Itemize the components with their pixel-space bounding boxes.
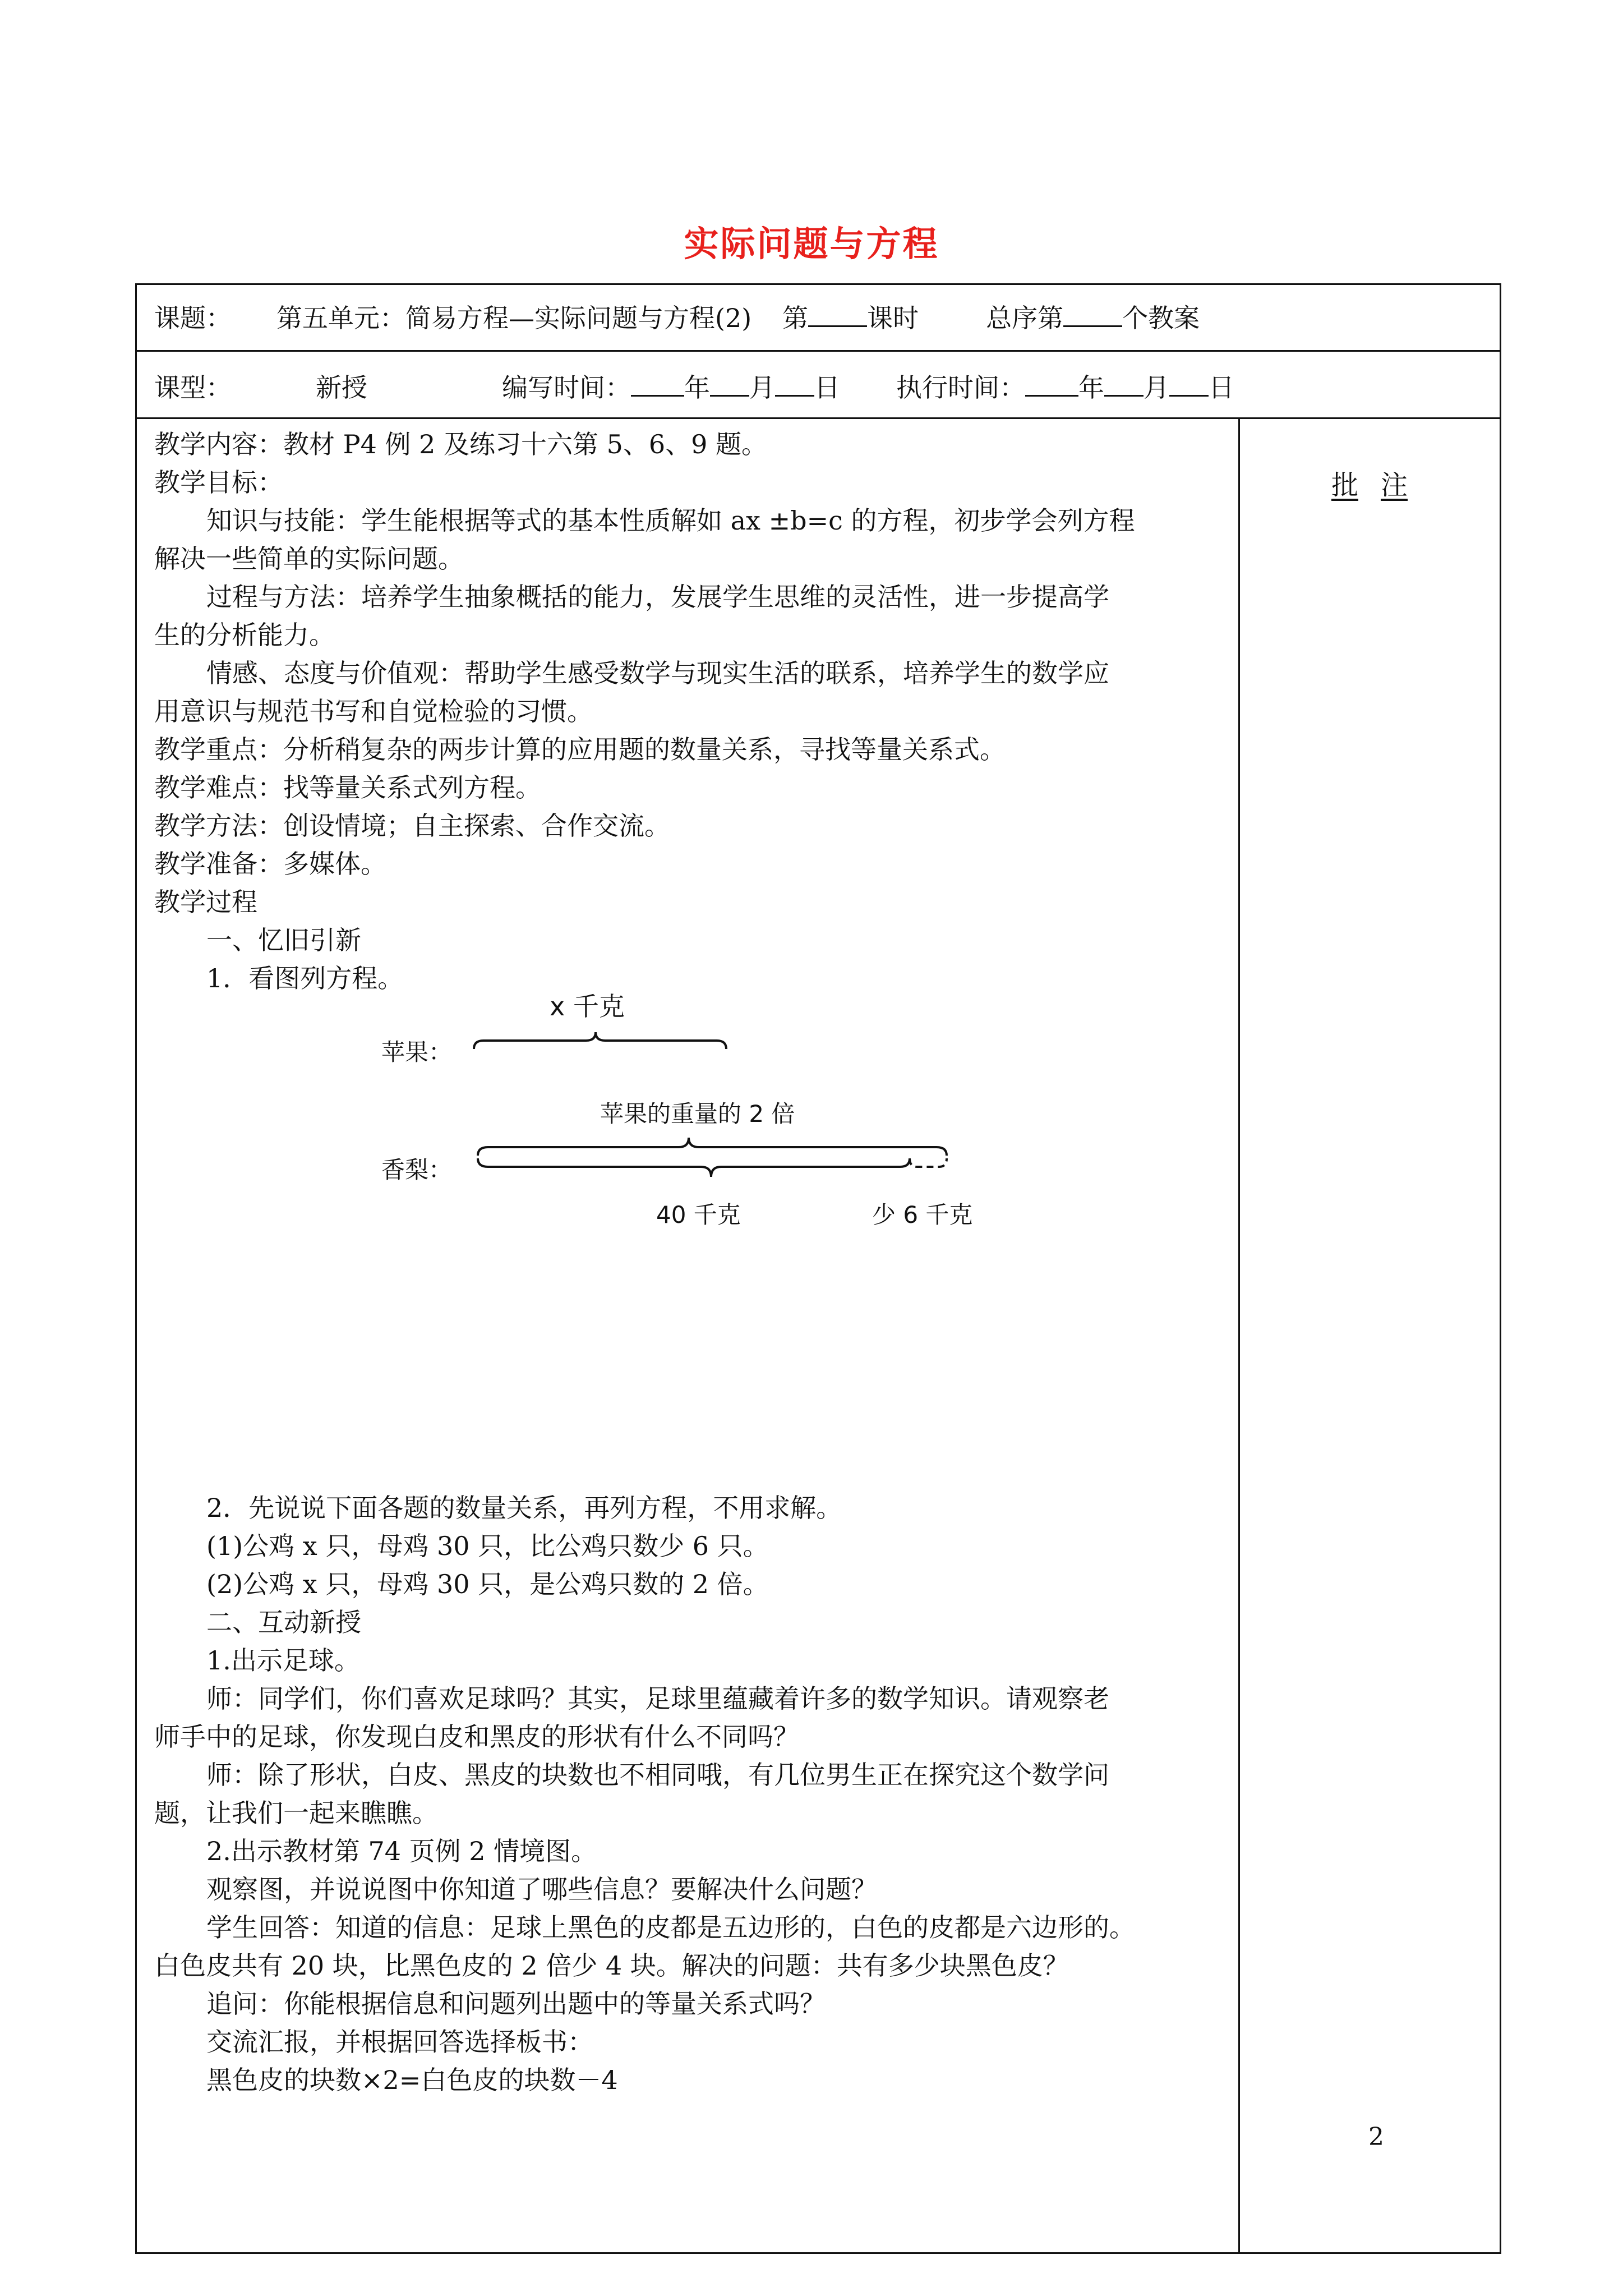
exec-month: 月 [1144, 372, 1169, 403]
body-line: 教学方法：创设情境；自主探索、合作交流。 [154, 811, 670, 841]
body-line: 交流汇报，并根据回答选择板书： [206, 2027, 593, 2057]
body-line: 2．先说说下面各题的数量关系，再列方程，不用求解。 [206, 1493, 842, 1523]
page-number: 2 [1368, 2123, 1384, 2151]
exec-day: 日 [1209, 372, 1234, 403]
write-year: 年 [684, 372, 710, 403]
body-line: 题，让我们一起来瞧瞧。 [154, 1798, 438, 1828]
body-line: 追问：你能根据信息和问题列出题中的等量关系式吗？ [206, 1989, 826, 2019]
body-line: 师：同学们，你们喜欢足球吗？其实，足球里蕴藏着许多的数学知识。请观察老 [206, 1683, 1109, 1714]
double-weight-label: 苹果的重量的 2 倍 [600, 1100, 795, 1128]
body-line: 二、互动新授 [206, 1607, 361, 1637]
body-line: 教学准备：多媒体。 [154, 849, 386, 879]
body-line: 解决一些简单的实际问题。 [154, 544, 464, 574]
side-note-char-2: 注 [1381, 470, 1408, 501]
body-line: 情感、态度与价值观：帮助学生感受数学与现实生活的联系，培养学生的数学应 [206, 658, 1109, 688]
body-line: 黑色皮的块数×2=白色皮的块数－4 [206, 2065, 618, 2095]
order-blank [1063, 301, 1122, 327]
body-line: 用意识与规范书写和自觉检验的习惯。 [154, 696, 593, 726]
apple-brace [474, 1032, 726, 1049]
body-line: 一、忆旧引新 [206, 925, 361, 955]
body-line: (2)公鸡 x 只，母鸡 30 只，是公鸡只数的 2 倍。 [206, 1569, 769, 1599]
subject-value: 第五单元：简易方程—实际问题与方程(2) [276, 303, 752, 333]
apple-label: 苹果： [381, 1038, 453, 1066]
header-row-type [154, 370, 1234, 403]
body-line: 观察图，并说说图中你知道了哪些信息？要解决什么问题？ [206, 1874, 877, 1904]
body-line: 教学重点：分析稍复杂的两步计算的应用题的数量关系，寻找等量关系式。 [154, 734, 1006, 765]
pear-weight-label: 40 千克 [656, 1201, 741, 1228]
less-label: 少 6 千克 [872, 1201, 973, 1228]
side-note-char-1: 批 [1331, 470, 1359, 501]
apple-weight-label: x 千克 [550, 991, 625, 1022]
body-line: 1．看图列方程。 [206, 963, 404, 993]
write-day: 日 [814, 372, 840, 403]
exec-time-label: 执行时间： [896, 372, 1025, 403]
subject-label: 课题： [154, 303, 232, 333]
body-line: (1)公鸡 x 只，母鸡 30 只，比公鸡只数少 6 只。 [206, 1531, 769, 1561]
page-title: 实际问题与方程 [684, 223, 939, 264]
body-line: 学生回答：知道的信息：足球上黑色的皮都是五边形的，白色的皮都是六边形的。 [206, 1912, 1135, 1943]
type-label: 课型： [154, 372, 232, 403]
body-line: 师手中的足球，你发现白皮和黑皮的形状有什么不同吗？ [154, 1722, 799, 1752]
body-line: 2.出示教材第 74 页例 2 情境图。 [206, 1836, 597, 1866]
header-row-subject [154, 301, 1200, 334]
body-line: 教学内容：教材 P4 例 2 及练习十六第 5、6、9 题。 [154, 429, 768, 459]
order-suffix: 个教案 [1122, 303, 1200, 333]
lesson-body-bottom [154, 1489, 1239, 2099]
write-time-label: 编写时间： [502, 372, 631, 403]
lesson-blank [808, 301, 867, 327]
body-line: 教学过程 [154, 887, 257, 917]
less-brace [910, 1158, 947, 1167]
body-line: 生的分析能力。 [154, 620, 335, 650]
double-brace [478, 1138, 947, 1156]
write-month: 月 [749, 372, 775, 403]
body-line: 过程与方法：培养学生抽象概括的能力，发展学生思维的灵活性，进一步提高学 [206, 582, 1109, 612]
body-line: 教学难点：找等量关系式列方程。 [154, 772, 541, 803]
body-line: 教学目标： [154, 467, 283, 498]
exec-year: 年 [1078, 372, 1104, 403]
lesson-suffix: 课时 [867, 303, 919, 333]
brace-diagram [365, 987, 1066, 1245]
body-line: 白色皮共有 20 块，比黑色皮的 2 倍少 4 块。解决的问题：共有多少块黑色皮？ [154, 1950, 1069, 1981]
lesson-prefix: 第 [782, 303, 809, 333]
pear-label: 香梨： [381, 1156, 453, 1184]
order-prefix: 总序第 [986, 303, 1064, 333]
type-value: 新授 [316, 372, 367, 403]
lesson-body-top [154, 425, 1239, 997]
side-note [1331, 463, 1408, 502]
body-line: 师：除了形状，白皮、黑皮的块数也不相同哦，有几位男生正在探究这个数学问 [206, 1760, 1109, 1790]
pear-brace [478, 1158, 910, 1177]
body-line: 1.出示足球。 [206, 1645, 360, 1676]
body-line: 知识与技能：学生能根据等式的基本性质解如 ax ±b=c 的方程，初步学会列方程 [206, 505, 1135, 536]
